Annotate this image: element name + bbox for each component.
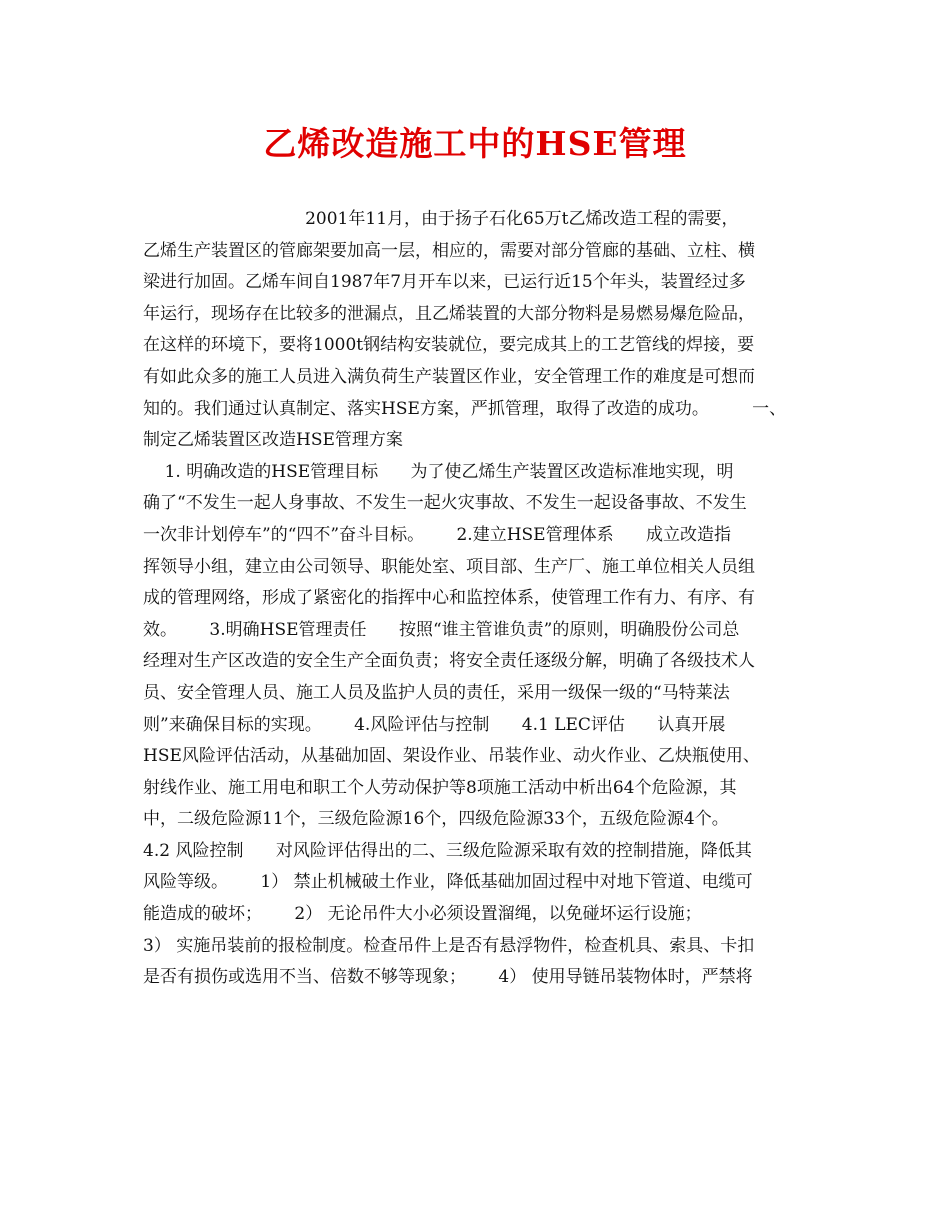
body-line: 1. 明确改造的HSE管理目标 为了使乙烯生产装置区改造标准地实现，明 <box>143 461 734 482</box>
body-line: 员、安全管理人员、施工人员及监护人员的责任，采用一级保一级的“马特莱法 <box>143 682 730 703</box>
body-line: 3） 实施吊装前的报检制度。检查吊件上是否有悬浮物件，检查机具、索具、卡扣 <box>143 935 755 956</box>
body-line: 是否有损伤或选用不当、倍数不够等现象； 4） 使用导链吊装物体时，严禁将 <box>143 967 753 988</box>
body-line: 中，二级危险源11个，三级危险源16个，四级危险源33个，五级危险源4个。 <box>143 809 729 830</box>
document-body <box>143 204 813 994</box>
body-line: 知的。我们通过认真制定、落实HSE方案，严抓管理，取得了改造的成功。 一、 <box>143 398 787 419</box>
body-line: 乙烯生产装置区的管廊架要加高一层，相应的，需要对部分管廊的基础、立柱、横 <box>143 240 755 261</box>
body-line: 挥领导小组，建立由公司领导、职能处室、项目部、生产厂、施工单位相关人员组 <box>143 556 755 577</box>
body-line: 2001年11月，由于扬子石化65万t乙烯改造工程的需要， <box>143 209 739 229</box>
body-line: 有如此众多的施工人员进入满负荷生产装置区作业，安全管理工作的难度是可想而 <box>143 366 755 387</box>
body-line: 射线作业、施工用电和职工个人劳动保护等8项施工活动中析出64个危险源，其 <box>143 777 737 798</box>
body-line: 成的管理网络，形成了紧密化的指挥中心和监控体系，使管理工作有力、有序、有 <box>143 588 755 609</box>
body-line: 能造成的破坏； 2） 无论吊件大小必须设置溜绳，以免碰坏运行设施； <box>143 904 702 925</box>
body-line: 梁进行加固。乙烯车间自1987年7月开车以来，已运行近15个年头，装置经过多 <box>143 272 746 293</box>
body-line: 一次非计划停车”的“四不”奋斗目标。 2.建立HSE管理体系 成立改造指 <box>143 524 732 545</box>
body-line: 风险等级。 1） 禁止机械破土作业，降低基础加固过程中对地下管道、电缆可 <box>143 872 753 893</box>
body-line: 则”来确保目标的实现。 4.风险评估与控制 4.1 LEC评估 认真开展 <box>143 714 726 735</box>
body-line: 确了“不发生一起人身事故、不发生一起火灾事故、不发生一起设备事故、不发生 <box>143 493 747 514</box>
body-line: 在这样的环境下，要将1000t钢结构安装就位，要完成其上的工艺管线的焊接，要 <box>143 335 755 356</box>
body-line: 4.2 风险控制 对风险评估得出的二、三级危险源采取有效的控制措施，降低其 <box>143 840 752 861</box>
body-line: HSE风险评估活动，从基础加固、架设作业、吊装作业、动火作业、乙炔瓶使用、 <box>143 746 760 767</box>
body-line: 年运行，现场存在比较多的泄漏点，且乙烯装置的大部分物料是易燃易爆危险品， <box>143 303 755 324</box>
body-line: 经理对生产区改造的安全生产全面负责；将安全责任逐级分解，明确了各级技术人 <box>143 651 755 672</box>
document-title: 乙烯改造施工中的HSE管理 <box>263 124 687 163</box>
body-line: 制定乙烯装置区改造HSE管理方案 <box>143 430 403 451</box>
body-line: 效。 3.明确HSE管理责任 按照“谁主管谁负责”的原则，明确股份公司总 <box>143 619 740 640</box>
